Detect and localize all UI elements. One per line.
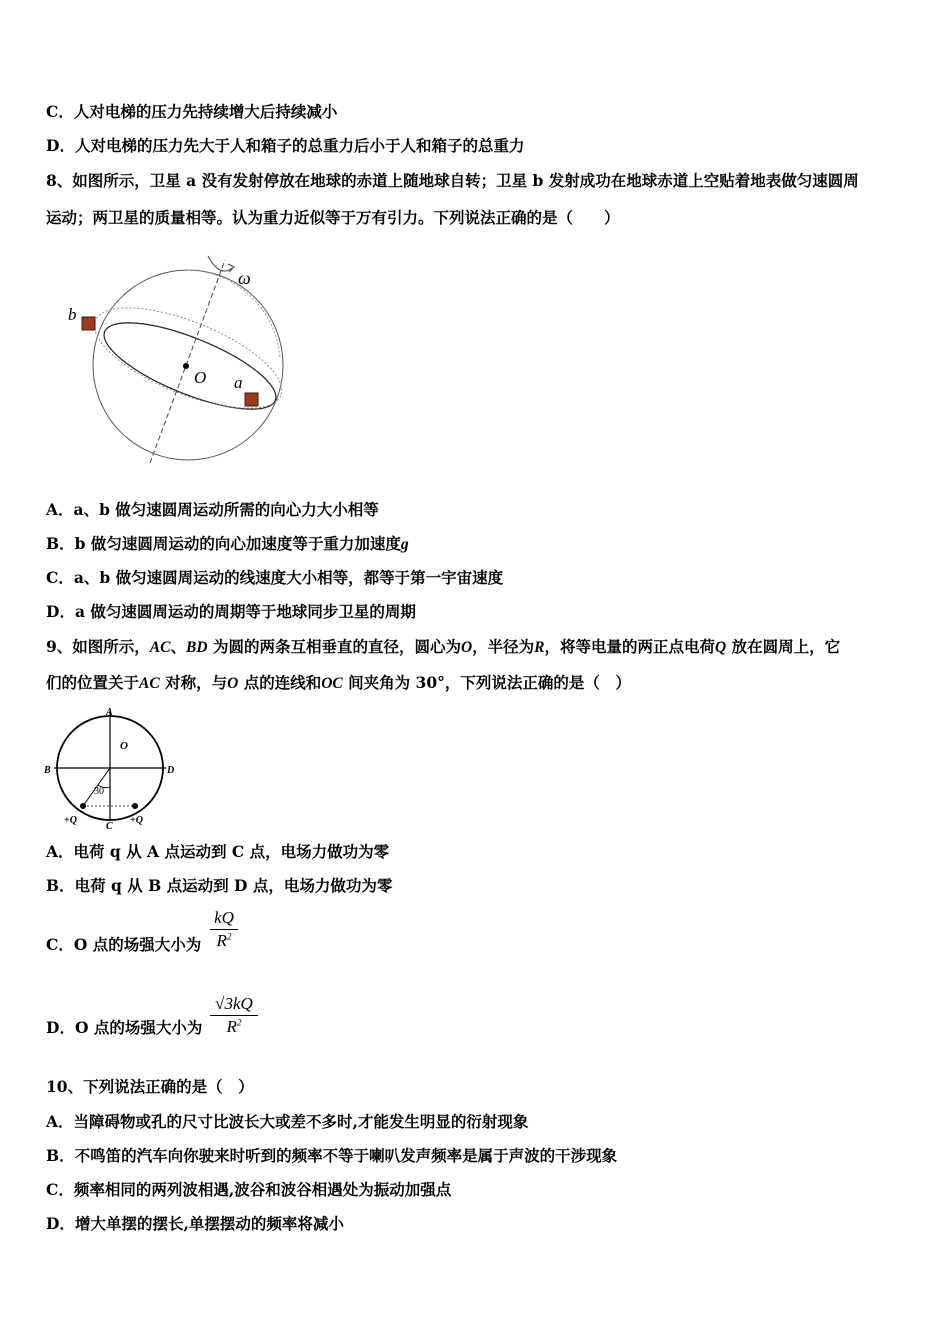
q8-option-d: D．a 做匀速圆周运动的周期等于地球同步卫星的周期 (46, 602, 416, 621)
satellite-b (82, 317, 95, 330)
rotation-arrowhead (228, 264, 234, 272)
q8-option-a: A．a、b 做匀速圆周运动所需的向心力大小相等 (46, 500, 379, 519)
label-o: O (194, 368, 207, 387)
q8-option-c: C．a、b 做匀速圆周运动的线速度大小相等，都等于第一宇宙速度 (46, 568, 504, 587)
q9-option-d-numerator: √3kQ (215, 994, 253, 1013)
sphere-back-arc (188, 270, 280, 358)
q9-option-c-den-exp: 2 (226, 931, 232, 942)
label-q-right: +Q (130, 815, 143, 826)
q9-option-b: B．电荷 q 从 B 点运动到 D 点，电场力做功为零 (46, 876, 393, 895)
earth-center-dot (183, 363, 189, 369)
q8-stem-line2: 运动；两卫星的质量相等。认为重力近似等于万有引力。下列说法正确的是（ ） (46, 208, 620, 227)
q9-stem-ac: AC (149, 639, 171, 656)
label-b: b (68, 305, 77, 324)
q9-option-d-den-exp: 2 (236, 1017, 242, 1028)
q9-stem-p2: 、 (170, 637, 186, 656)
label-a: a (234, 373, 243, 392)
q10-option-c: C．频率相同的两列波相遇,波谷和波谷相遇处为振动加强点 (46, 1180, 452, 1199)
b-orbit (82, 287, 294, 429)
q8-option-b-text: B．b 做匀速圆周运动的向心加速度等于重力加速度 (46, 534, 401, 553)
q9-option-c-den-r: R (216, 931, 227, 950)
satellite-a (245, 393, 258, 406)
q7-option-d: D．人对电梯的压力先大于人和箱子的总重力后小于人和箱子的总重力 (46, 136, 525, 155)
q8-stem-line1: 8、如图所示，卫星 a 没有发射停放在地球的赤道上随地球自转；卫星 b 发射成功在地球赤道上空贴着地表做匀速圆周 (46, 171, 859, 190)
q9-stem-q: Q (715, 639, 727, 656)
q9-option-c: C．O 点的场强大小为 (46, 935, 202, 954)
q9-stem-p1: 9、如图所示， (46, 637, 150, 656)
label-angle: 30 (94, 786, 104, 797)
q9-option-c-fraction (210, 908, 238, 951)
label-d-point: D (167, 765, 175, 776)
q10-option-d: D．增大单摆的摆长,单摆摆动的频率将减小 (46, 1214, 344, 1233)
q9-stem-bd: BD (186, 639, 208, 656)
q9-stem-r: R (534, 639, 545, 656)
q9-stem2-p3: 点的连线和 (238, 673, 322, 692)
q9-option-c-numerator: kQ (214, 908, 234, 927)
q9-circle-figure (42, 705, 182, 833)
q10-stem: 10、下列说法正确的是（ ） (46, 1077, 254, 1096)
q9-stem-p3: 为圆的两条互相垂直的直径，圆心为 (207, 637, 461, 656)
q9-stem-p4: ，半径为 (472, 637, 535, 656)
q9-stem-o: O (460, 639, 473, 656)
q9-option-c-denominator (210, 931, 238, 951)
fraction-bar (210, 929, 238, 930)
q9-stem2-p1: 们的位置关于 (46, 673, 140, 692)
charge-left (80, 803, 86, 809)
q9-stem2-p2: 对称，与 (159, 673, 228, 692)
q8-option-b (46, 534, 409, 555)
q9-stem-line1 (46, 637, 840, 658)
rotation-axis (150, 260, 225, 463)
q9-stem-p5: ，将等电量的两正点电荷 (544, 637, 716, 656)
q8-satellite-figure (60, 248, 300, 468)
q10-option-a: A．当障碍物或孔的尺寸比波长大或差不多时,才能发生明显的衍射现象 (46, 1112, 529, 1131)
label-b-point: B (44, 765, 51, 776)
label-a-point: A (106, 707, 113, 718)
label-c-point: C (106, 821, 113, 832)
q9-stem-line2 (46, 673, 631, 694)
q9-stem2-o: O (227, 675, 239, 692)
rotation-arrow (208, 256, 232, 271)
q9-option-d: D．O 点的场强大小为 (46, 1018, 203, 1037)
q10-option-b: B．不鸣笛的汽车向你驶来时听到的频率不等于喇叭发声频率是属于声波的干涉现象 (46, 1146, 618, 1165)
q9-stem2-oc: OC (321, 675, 343, 692)
q9-option-a: A．电荷 q 从 A 点运动到 C 点，电场力做功为零 (46, 842, 390, 861)
charge-right (132, 803, 138, 809)
q9-stem2-ac: AC (139, 675, 160, 692)
equator-orbit (94, 306, 286, 427)
q7-option-c: C．人对电梯的压力先持续增大后持续减小 (46, 102, 338, 121)
fraction-bar (210, 1015, 258, 1016)
q9-option-d-fraction (210, 994, 258, 1037)
label-q-left: +Q (64, 815, 77, 826)
q9-option-d-den-r: R (226, 1017, 237, 1036)
q9-option-d-denominator (210, 1017, 258, 1037)
q8-option-b-var: g (400, 536, 409, 553)
q9-stem2-p4: 间夹角为 30°，下列说法正确的是（ ） (342, 673, 631, 692)
label-o-point: O (120, 740, 128, 752)
q9-stem-p6: 放在圆周上，它 (726, 637, 841, 656)
label-omega: ω (238, 268, 251, 288)
